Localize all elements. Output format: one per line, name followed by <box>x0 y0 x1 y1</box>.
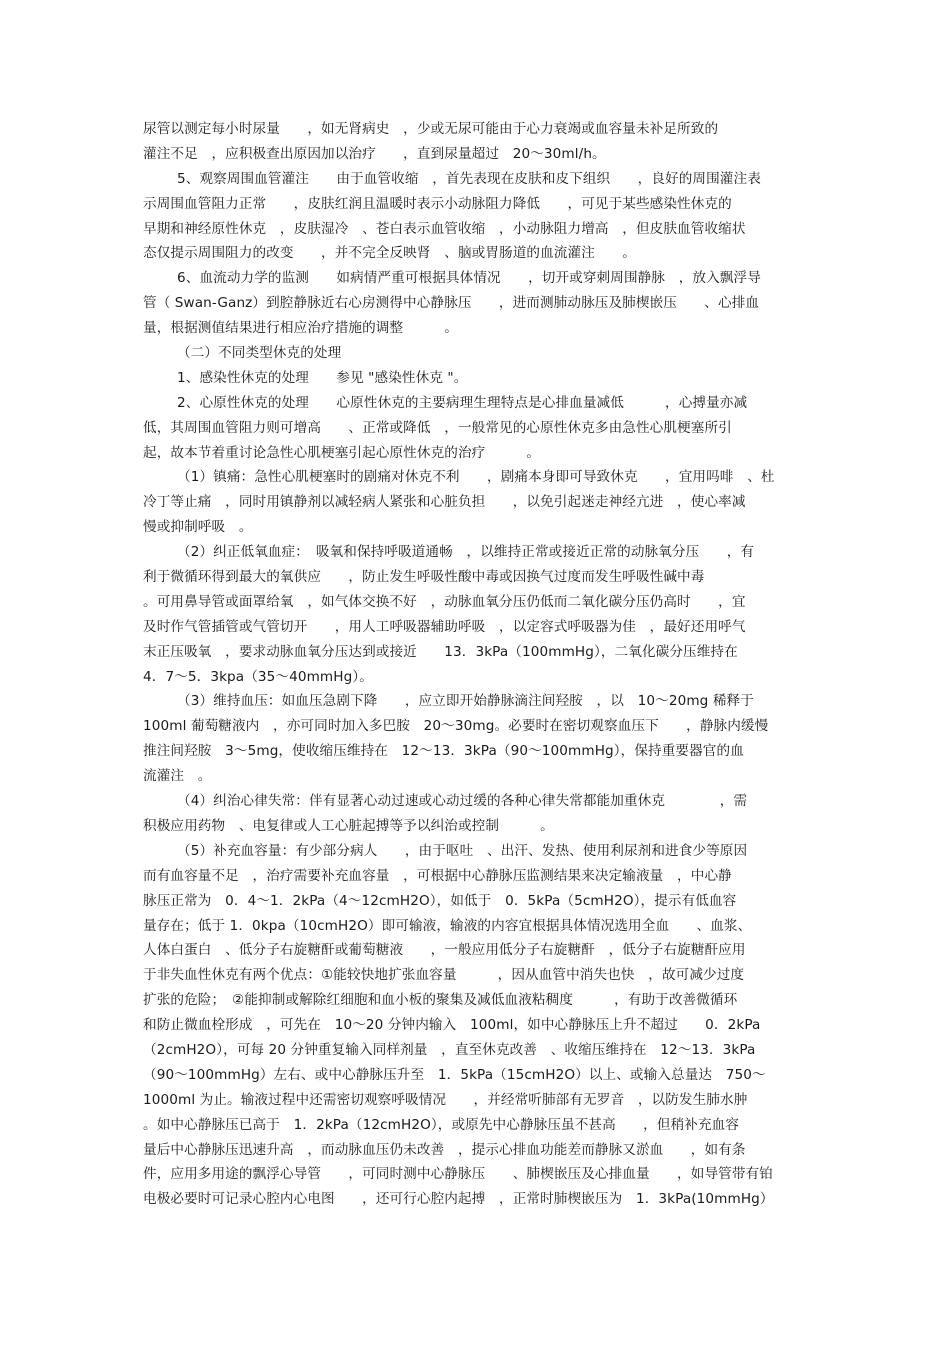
text-line: 积极应用药物 、电复律或人工心脏起搏等予以纠治或控制 。 <box>143 817 554 834</box>
text-line: 起，故本节着重讨论急性心肌梗塞引起心原性休克的治疗 。 <box>143 444 541 461</box>
text-line: 4．7～5．3kpa（35～40mmHg）。 <box>143 668 373 685</box>
text-line: 推注间羟胺 3～5mg，使收缩压维持在 12～13．3kPa（90～100mmHg），保持重要器官的血 <box>143 743 744 760</box>
text-line: （4）纠治心律失常：伴有显著心动过速或心动过缓的各种心律失常都能加重休克 ，需 <box>177 793 748 810</box>
text-line: 示周围血管阻力正常 ，皮肤红润且温暖时表示小动脉阻力降低 ，可见于某些感染性休克的 <box>143 195 732 212</box>
document-page <box>143 117 813 1212</box>
text-line: 扩张的危险； ②能抑制或解除红细胞和血小板的聚集及减低血液粘稠度 ，有助于改善微循环 <box>143 992 738 1009</box>
text-line: 2、心原性休克的处理 心原性休克的主要病理生理特点是心排血量减低 ，心搏量亦减 <box>177 394 748 411</box>
text-line: 1、感染性休克的处理 参见 "感染性休克 "。 <box>177 369 468 386</box>
text-line: 件，应用多用途的飘浮心导管 ，可同时测中心静脉压 、肺楔嵌压及心排血量 ，如导管带有铂 <box>143 1166 773 1183</box>
text-line: 管（ Swan-Ganz）到腔静脉近右心房测得中心静脉压 ，进而测肺动脉压及肺楔嵌压 、心排血 <box>143 295 760 312</box>
text-line: 量，根据测值结果进行相应治疗措施的调整 。 <box>143 320 458 337</box>
text-line: 末正压吸氧 ，要求动脉血氧分压达到或接近 13．3kPa（100mmHg），二氧化碳分压维持在 <box>143 643 738 660</box>
text-line: 100ml 葡萄糖液内 ，亦可同时加入多巴胺 20～30mg。必要时在密切观察血压下 ，静脉内缓慢 <box>143 718 769 735</box>
text-line: 灌注不足 ，应积极查出原因加以治疗 ，直到尿量超过 20～30ml/h。 <box>143 145 606 162</box>
text-line: 。可用鼻导管或面罩给氧 ，如气体交换不好 ，动脉血氧分压仍低而二氧化碳分压仍高时 ，宜 <box>143 593 746 610</box>
text-line: 尿管以测定每小时尿量 ，如无肾病史 ，少或无尿可能由于心力衰竭或血容量未补足所致的 <box>143 121 719 137</box>
text-line: 早期和神经原性休克 ，皮肤湿冷 、苍白表示血管收缩 ，小动脉阻力增高 ，但皮肤血管收缩状 <box>143 220 746 237</box>
text-line: 及时作气管插管或气管切开 ，用人工呼吸器辅助呼吸 ，以定容式呼吸器为佳 ，最好还用呼气 <box>143 618 746 635</box>
text-line: 和防止微血栓形成 ，可先在 10～20 分钟内输入 100ml，如中心静脉压上升不超过 0．2kPa <box>143 1017 761 1034</box>
text-line: （2cmH2O），可每 20 分钟重复输入同样剂量 ，直至休克改善 、收缩压维持在 12～13．3kPa <box>143 1041 756 1058</box>
text-line: 而有血容量不足 ，治疗需要补充血容量 ，可根据中心静脉压监测结果来决定输液量 ，中心静 <box>143 867 732 884</box>
text-line: 量存在；低于 1．0kpa（10cmH2O）即可输液，输液的内容宜根据具体情况选用全血 、血浆、 <box>143 917 752 934</box>
text-line: 冷丁等止痛 ，同时用镇静剂以减轻病人紧张和心脏负担 ，以免引起迷走神经亢进 ，使心率减 <box>143 494 746 511</box>
text-line: （二）不同类型休克的处理 <box>177 345 342 362</box>
text-line: 脉压正常为 0．4～1．2kPa（4～12cmH2O），如低于 0．5kPa（5cmH2O），提示有低血容 <box>143 892 737 909</box>
text-line: 人体白蛋白 、低分子右旋糖酐或葡萄糖液 ，一般应用低分子右旋糖酐 ，低分子右旋糖酐应用 <box>143 942 746 959</box>
text-line: 电极必要时可记录心腔内心电图 ，还可行心腔内起搏 ，正常时肺楔嵌压为 1．3kPa(10mmHg） <box>143 1191 774 1208</box>
text-line: （1）镇痛：急性心肌梗塞时的剧痛对休克不利 ，剧痛本身即可导致休克 ，宜用吗啡 、杜 <box>177 469 775 486</box>
text-line: 1000ml 为止。输液过程中还需密切观察呼吸情况 ，并经常听肺部有无罗音 ，以防发生肺水肿 <box>143 1091 748 1108</box>
text-line: 6、血流动力学的监测 如病情严重可根据具体情况 ，切开或穿刺周围静脉 ，放入飘浮导 <box>177 270 761 287</box>
text-line: 5、观察周围血管灌注 由于血管收缩 ，首先表现在皮肤和皮下组织 ，良好的周围灌注表 <box>177 170 761 187</box>
text-line: 慢或抑制呼吸 。 <box>143 519 253 536</box>
text-line: 量后中心静脉压迅速升高 ，而动脉血压仍未改善 ，提示心排血功能差而静脉又淤血 ，如有条 <box>143 1141 746 1158</box>
text-line: 流灌注 。 <box>143 768 212 785</box>
text-line: （2）纠正低氧血症： 吸氧和保持呼吸道通畅 ，以维持正常或接近正常的动脉氧分压 ，有 <box>177 544 755 561</box>
text-line: （5）补充血容量：有少部分病人 ，由于呕吐 、出汗、发热、使用利尿剂和进食少等原因 <box>177 842 748 859</box>
text-line: 于非失血性休克有两个优点：①能较快地扩张血容量 ，因从血管中消失也快 ，故可减少过度 <box>143 967 745 984</box>
text-line: 。如中心静脉压已高于 1．2kPa（12cmH2O），或原先中心静脉压虽不甚高 ，但稍补充血容 <box>143 1116 740 1133</box>
text-line: 态仅提示周围阻力的改变 ，并不完全反映肾 、脑或胃肠道的血流灌注 。 <box>143 245 636 262</box>
text-line: （3）维持血压：如血压急剧下降 ，应立即开始静脉滴注间羟胺 ，以 10～20mg 稀释于 <box>177 693 754 710</box>
text-line: 低，其周围血管阻力则可增高 、正常或降低 ，一般常见的心原性休克多由急性心肌梗塞所引 <box>143 419 732 436</box>
text-line: 利于微循环得到最大的氧供应 ，防止发生呼吸性酸中毒或因换气过度而发生呼吸性碱中毒 <box>143 569 705 586</box>
text-line: （90～100mmHg）左右、或中心静脉压升至 1．5kPa（15cmH2O）以上、或输入总量达 750～ <box>143 1066 766 1083</box>
